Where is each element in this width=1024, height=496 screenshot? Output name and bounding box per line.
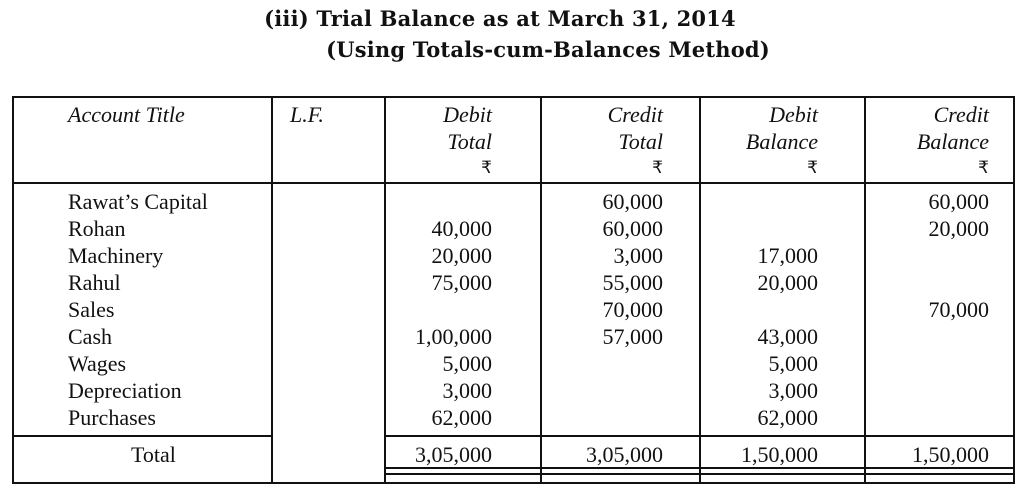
cell-credit-balance — [864, 377, 989, 404]
total-label: Total — [131, 442, 176, 467]
cell-credit-balance — [864, 404, 989, 431]
cell-credit-total: 70,000 — [602, 297, 663, 322]
total-debit-total: 3,05,000 — [415, 442, 492, 467]
cell-credit-total: 60,000 — [602, 216, 663, 241]
credit-total-column — [540, 188, 663, 431]
credit-balance-column — [864, 188, 989, 431]
cell-debit-balance — [699, 188, 818, 215]
total-debit-balance: 1,50,000 — [741, 442, 818, 467]
cell-credit-balance: 70,000 — [928, 297, 989, 322]
cell-credit-total: 57,000 — [602, 324, 663, 349]
cell-credit-balance — [864, 269, 989, 296]
cell-credit-balance — [864, 350, 989, 377]
rupee-icon: ₹ — [481, 158, 492, 178]
cell-debit-balance: 43,000 — [757, 324, 818, 349]
cell-credit-total: 55,000 — [602, 270, 663, 295]
header-rule — [12, 182, 1015, 184]
table-row-account: Purchases — [68, 405, 156, 430]
page-subtitle: (Using Totals-cum-Balances Method) — [326, 37, 770, 62]
cell-debit-balance: 62,000 — [757, 405, 818, 430]
column-divider — [271, 96, 273, 484]
table-row-account: Machinery — [68, 243, 164, 268]
total-credit-total: 3,05,000 — [586, 442, 663, 467]
cell-debit-total: 3,000 — [442, 378, 492, 403]
cell-credit-balance: 60,000 — [928, 189, 989, 214]
account-names — [68, 188, 208, 431]
page-title: (iii) Trial Balance as at March 31, 2014 — [264, 6, 736, 31]
cell-debit-total: 40,000 — [431, 216, 492, 241]
table-row-account: Wages — [68, 351, 127, 376]
total-credit-balance: 1,50,000 — [912, 442, 989, 467]
cell-debit-balance: 5,000 — [768, 351, 818, 376]
total-top-rule — [12, 435, 272, 437]
cell-debit-total — [384, 188, 492, 215]
cell-credit-total: 60,000 — [602, 189, 663, 214]
cell-debit-balance: 20,000 — [757, 270, 818, 295]
table-row-account: Cash — [68, 324, 112, 349]
header-debit-total: Debit Total ₹ — [384, 101, 492, 182]
header-credit-balance: Credit Balance ₹ — [864, 101, 989, 182]
header-lf: L.F. — [290, 102, 324, 127]
table-row-account: Depreciation — [68, 378, 182, 403]
cell-credit-total: 3,000 — [613, 243, 663, 268]
table-row-account: Rawat’s Capital — [68, 189, 208, 214]
cell-debit-total: 20,000 — [431, 243, 492, 268]
cell-credit-balance — [864, 242, 989, 269]
rupee-icon: ₹ — [978, 158, 989, 178]
rupee-icon: ₹ — [807, 158, 818, 178]
header-account-title: Account Title — [68, 102, 185, 127]
debit-total-column — [384, 188, 492, 431]
debit-balance-column — [699, 188, 818, 431]
header-credit-total: Credit Total ₹ — [540, 101, 663, 182]
cell-debit-balance: 17,000 — [757, 243, 818, 268]
cell-credit-total — [540, 350, 663, 377]
cell-credit-total — [540, 404, 663, 431]
rupee-icon: ₹ — [652, 158, 663, 178]
cell-debit-balance — [699, 215, 818, 242]
cell-credit-balance — [864, 323, 989, 350]
table-row-account: Sales — [68, 297, 115, 322]
table-row-account: Rahul — [68, 270, 121, 295]
header-debit-balance: Debit Balance ₹ — [699, 101, 818, 182]
cell-credit-balance: 20,000 — [928, 216, 989, 241]
total-double-rule — [384, 473, 1015, 475]
total-top-rule — [384, 435, 1015, 437]
table-row-account: Rohan — [68, 216, 126, 241]
cell-debit-total: 62,000 — [431, 405, 492, 430]
cell-debit-total: 75,000 — [431, 270, 492, 295]
cell-debit-balance: 3,000 — [768, 378, 818, 403]
cell-debit-total: 5,000 — [442, 351, 492, 376]
cell-debit-total — [384, 296, 492, 323]
cell-debit-balance — [699, 296, 818, 323]
cell-debit-total: 1,00,000 — [415, 324, 492, 349]
cell-credit-total — [540, 377, 663, 404]
